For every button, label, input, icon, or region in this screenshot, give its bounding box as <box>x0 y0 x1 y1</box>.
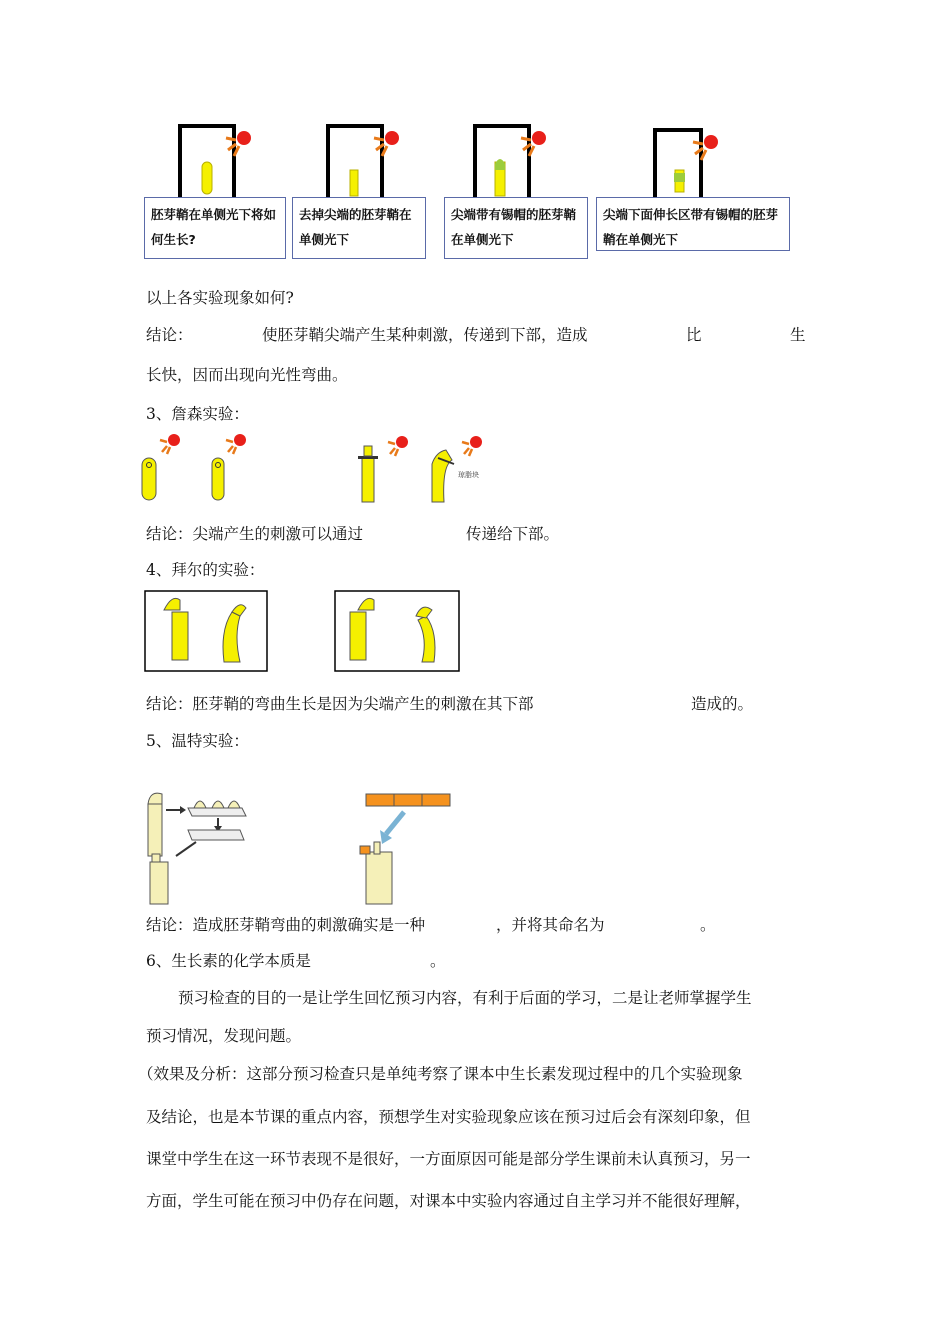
section-6-b: 。 <box>430 952 446 970</box>
experiment-4-caption: 尖端下面伸长区带有锡帽的胚芽鞘在单侧光下 <box>596 197 790 251</box>
section-4-conclusion-b: 造成的。 <box>691 695 754 713</box>
section-5-conclusion-a: 结论：造成胚芽鞘弯曲的刺激确实是一种 <box>146 916 426 934</box>
para-1-line-1: 预习检查的目的一是让学生回忆预习内容，有利于后面的学习，二是让老师掌握学生 <box>178 989 752 1007</box>
para-2-line-2: 及结论，也是本节课的重点内容，预想学生对实验现象应该在预习过后会有深刻印象，但 <box>146 1108 751 1126</box>
section-5-conclusion-b: ，并将其命名为 <box>496 916 605 934</box>
section-6-a: 6、生长素的化学本质是 <box>146 952 311 970</box>
para-2-line-4: 方面，学生可能在预习中仍存在问题，对课本中实验内容通过自主学习并不能很好理解， <box>146 1192 751 1210</box>
experiment-1-caption: 胚芽鞘在单侧光下将如何生长? <box>144 197 286 259</box>
conclusion-1-line2: 长快，因而出现向光性弯曲。 <box>146 366 348 384</box>
conclusion-1-label: 结论： <box>146 326 193 344</box>
went-figure <box>136 786 466 906</box>
section-5-title: 5、温特实验： <box>146 732 249 750</box>
section-4-conclusion-a: 结论：胚芽鞘的弯曲生长是因为尖端产生的刺激在其下部 <box>146 695 534 713</box>
paal-figure <box>144 590 464 672</box>
conclusion-1-main: 使胚芽鞘尖端产生某种刺激，传递到下部，造成 <box>262 326 588 344</box>
conclusion-1-bi: 比 <box>686 326 702 344</box>
agar-label: 琼脂块 <box>458 471 479 479</box>
section-4-title: 4、拜尔的实验： <box>146 561 265 579</box>
conclusion-1-sheng: 生 <box>790 326 806 344</box>
experiment-2-caption: 去掉尖端的胚芽鞘在单侧光下 <box>292 197 426 259</box>
section-3-title: 3、詹森实验： <box>146 405 249 423</box>
experiment-1-figure <box>170 118 270 208</box>
para-2-line-3: 课堂中学生在这一环节表现不是很好，一方面原因可能是部分学生课前未认真预习，另一 <box>146 1150 751 1168</box>
experiment-2-figure <box>318 118 418 208</box>
para-2-line-1: （效果及分析：这部分预习检查只是单纯考察了课本中生长素发现过程中的几个实验现象 <box>138 1065 743 1083</box>
section-3-conclusion-b: 传递给下部。 <box>466 525 560 543</box>
section-5-conclusion-c: 。 <box>700 916 716 934</box>
experiment-3-figure <box>465 118 565 208</box>
jensen-figure <box>136 432 496 512</box>
question-line: 以上各实验现象如何? <box>146 289 294 307</box>
experiment-3-caption: 尖端带有锡帽的胚芽鞘在单侧光下 <box>444 197 588 259</box>
para-1-line-2: 预习情况，发现问题。 <box>146 1027 302 1045</box>
section-3-conclusion-a: 结论：尖端产生的刺激可以通过 <box>146 525 364 543</box>
